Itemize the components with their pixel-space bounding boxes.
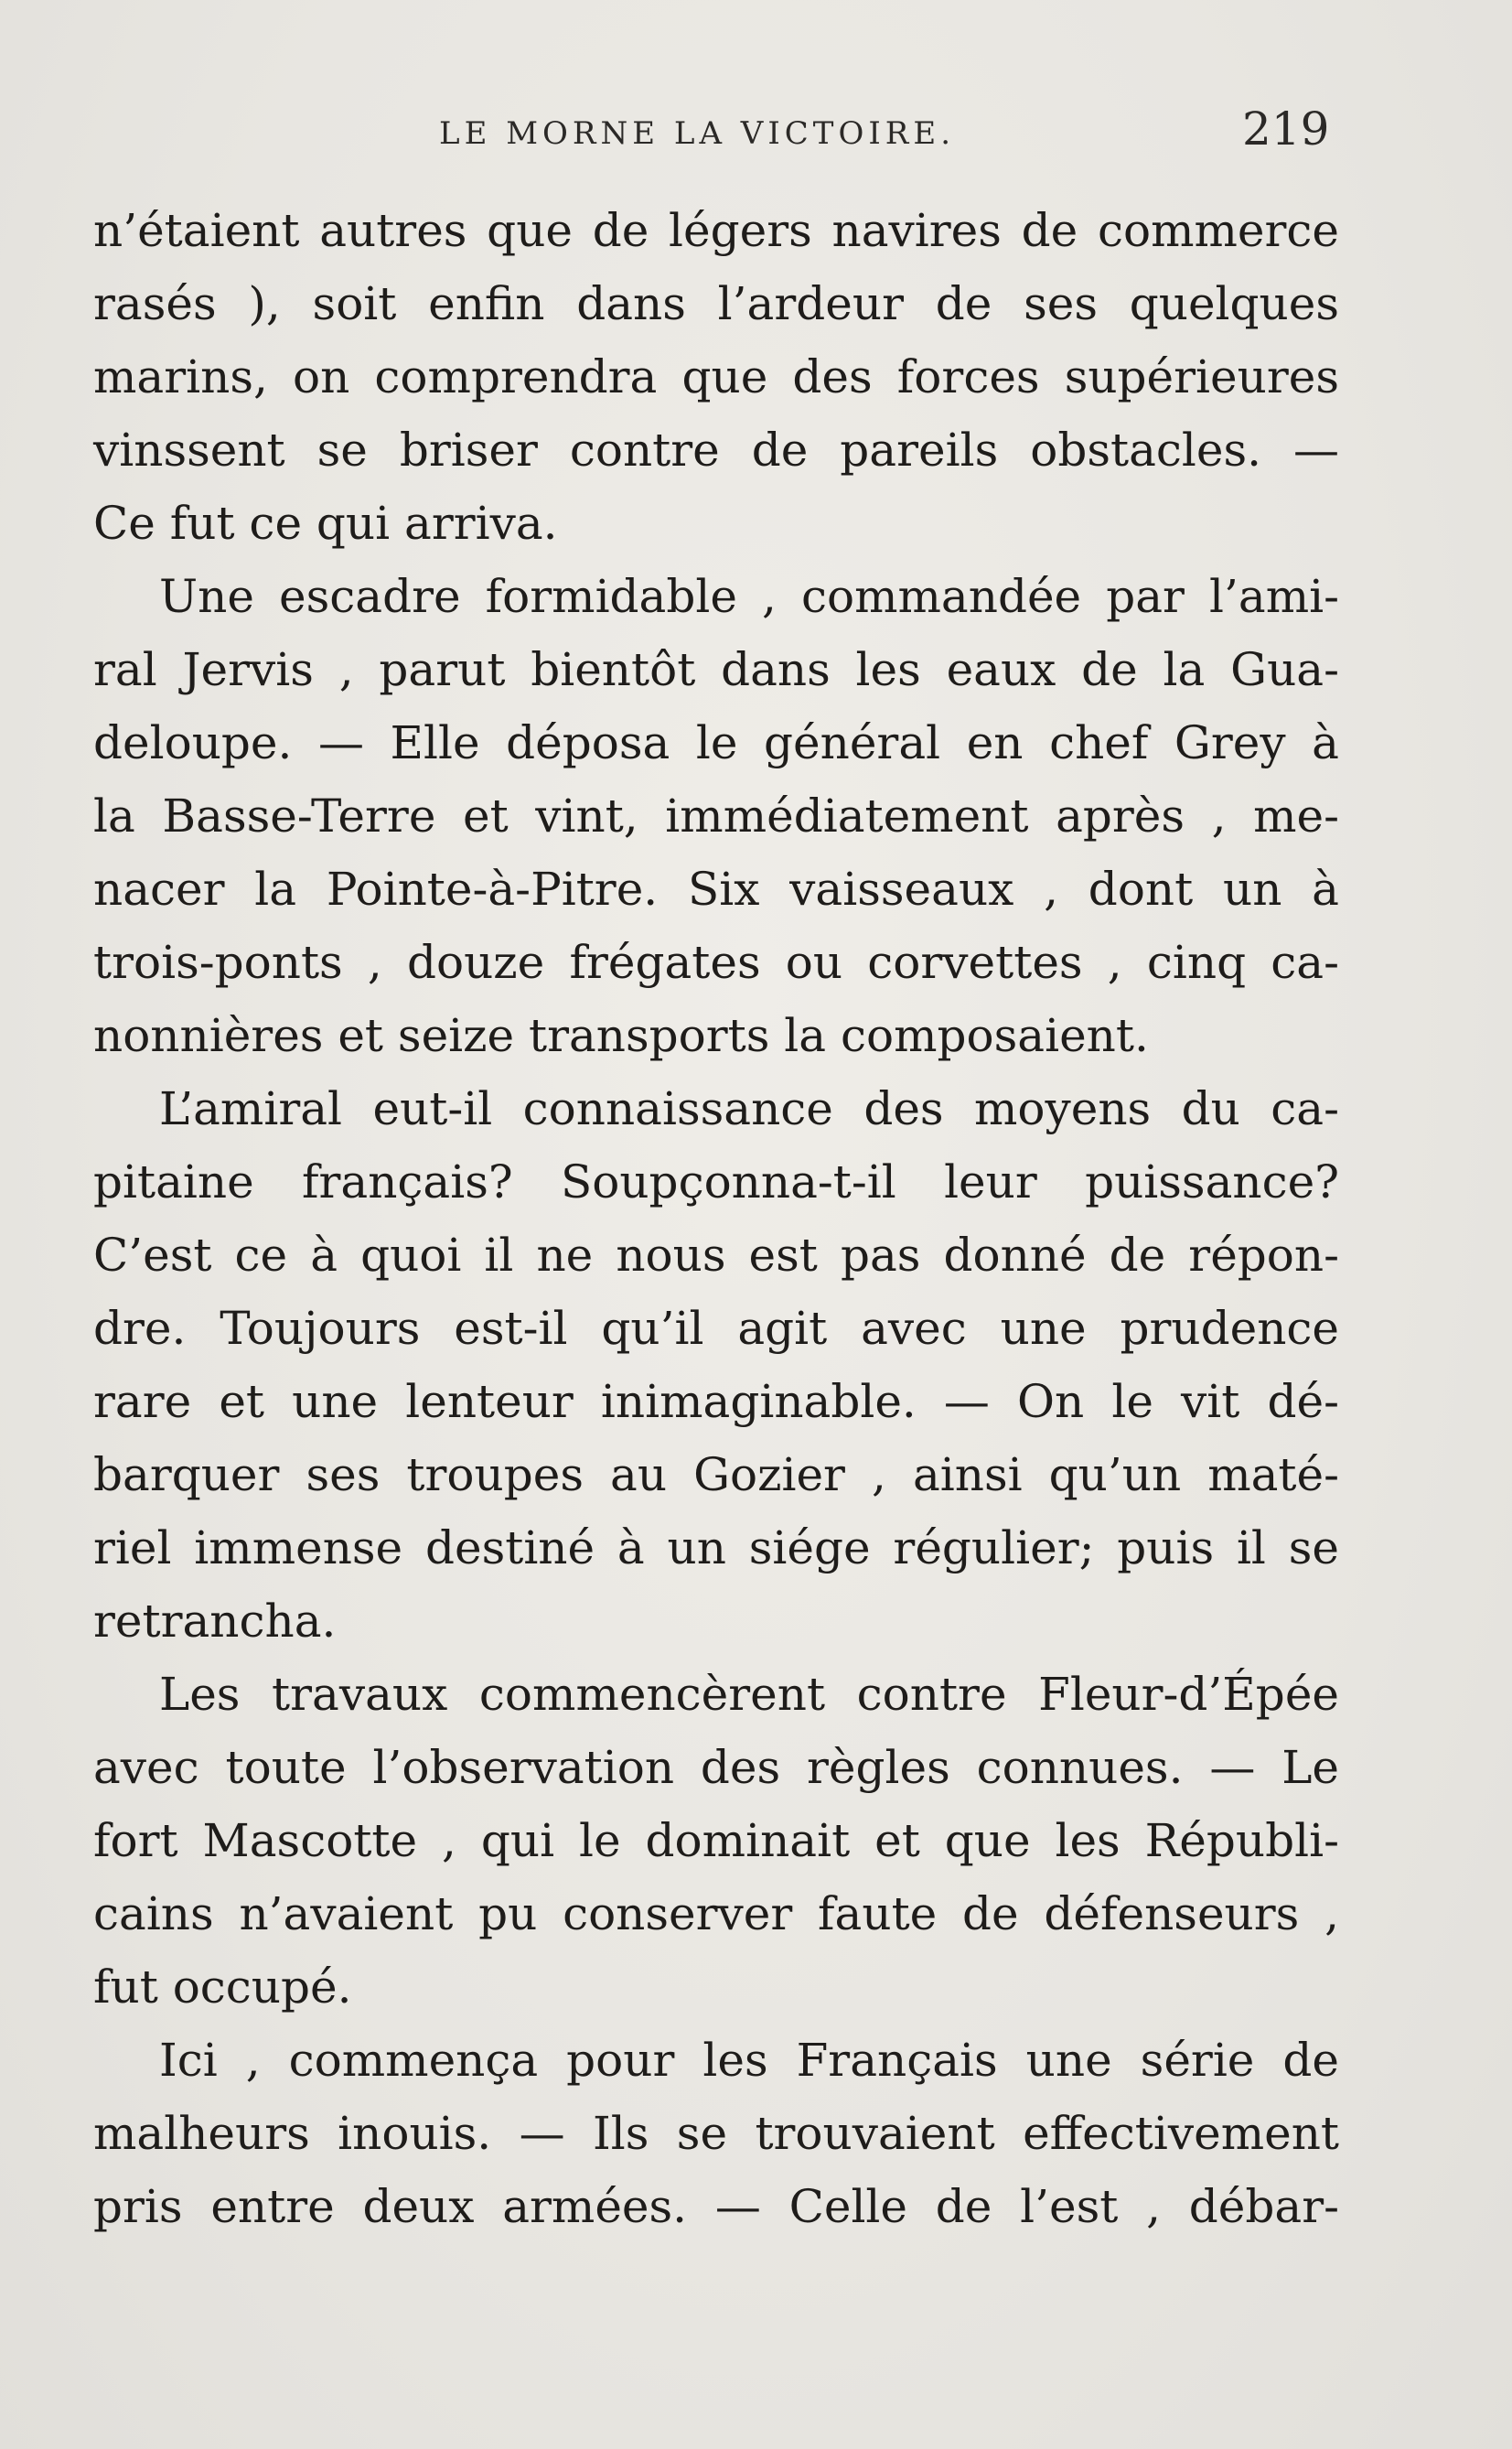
text-line: cains n’avaient pu conserver faute de défenseurs , — [93, 1887, 1339, 1940]
text-line: trois-ponts , douze frégates ou corvettes , cinq ca- — [93, 936, 1339, 989]
running-title: LE MORNE LA VICTOIRE. — [439, 115, 956, 152]
text-line: vinssent se briser contre de pareils obstacles. — — [93, 424, 1339, 477]
text-line: Ici , commença pour les Français une série de — [159, 2034, 1339, 2087]
text-line: fort Mascotte , qui le dominait et que les Républi- — [93, 1814, 1339, 1867]
text-line: rasés ), soit enfin dans l’ardeur de ses quelques — [93, 277, 1339, 330]
text-line: riel immense destiné à un siége régulier; puis il se — [93, 1521, 1339, 1574]
text-line: n’étaient autres que de légers navires de commerce — [93, 204, 1339, 257]
text-line: nonnières et seize transports la composaient. — [93, 1009, 1149, 1062]
text-line: deloupe. — Elle déposa le général en chef Grey à — [93, 716, 1339, 769]
text-line: barquer ses troupes au Gozier , ainsi qu’un maté- — [93, 1448, 1339, 1501]
text-line: C’est ce à quoi il ne nous est pas donné de répon- — [93, 1229, 1339, 1282]
text-line: la Basse-Terre et vint, immédiatement après , me- — [93, 789, 1339, 843]
text-line: rare et une lenteur inimaginable. — On le vit dé- — [93, 1375, 1339, 1428]
text-line: Les travaux commencèrent contre Fleur-d’Épée — [159, 1668, 1339, 1721]
text-line: malheurs inouis. — Ils se trouvaient effectivement — [93, 2107, 1339, 2160]
text-line: Une escadre formidable , commandée par l’ami- — [159, 570, 1339, 623]
text-line: dre. Toujours est-il qu’il agit avec une prudence — [93, 1302, 1339, 1355]
text-line: marins, on comprendra que des forces supérieures — [93, 350, 1339, 403]
text-line: pitaine français? Soupçonna-t-il leur puissance? — [93, 1155, 1339, 1208]
text-line: pris entre deux armées. — Celle de l’est , débar- — [93, 2180, 1339, 2233]
text-line: avec toute l’observation des règles connues. — Le — [93, 1741, 1339, 1794]
text-line: ral Jervis , parut bientôt dans les eaux de la Gua- — [93, 643, 1339, 696]
text-line: fut occupé. — [93, 1960, 352, 2014]
page-number: 219 — [1242, 102, 1330, 156]
body-text — [93, 194, 1339, 2243]
text-line: L’amiral eut-il connaissance des moyens du ca- — [159, 1082, 1339, 1135]
text-line: retrancha. — [93, 1595, 337, 1648]
running-head — [0, 102, 1512, 157]
text-line: nacer la Pointe-à-Pitre. Six vaisseaux , dont un à — [93, 863, 1339, 916]
text-line: Ce fut ce qui arriva. — [93, 497, 558, 550]
